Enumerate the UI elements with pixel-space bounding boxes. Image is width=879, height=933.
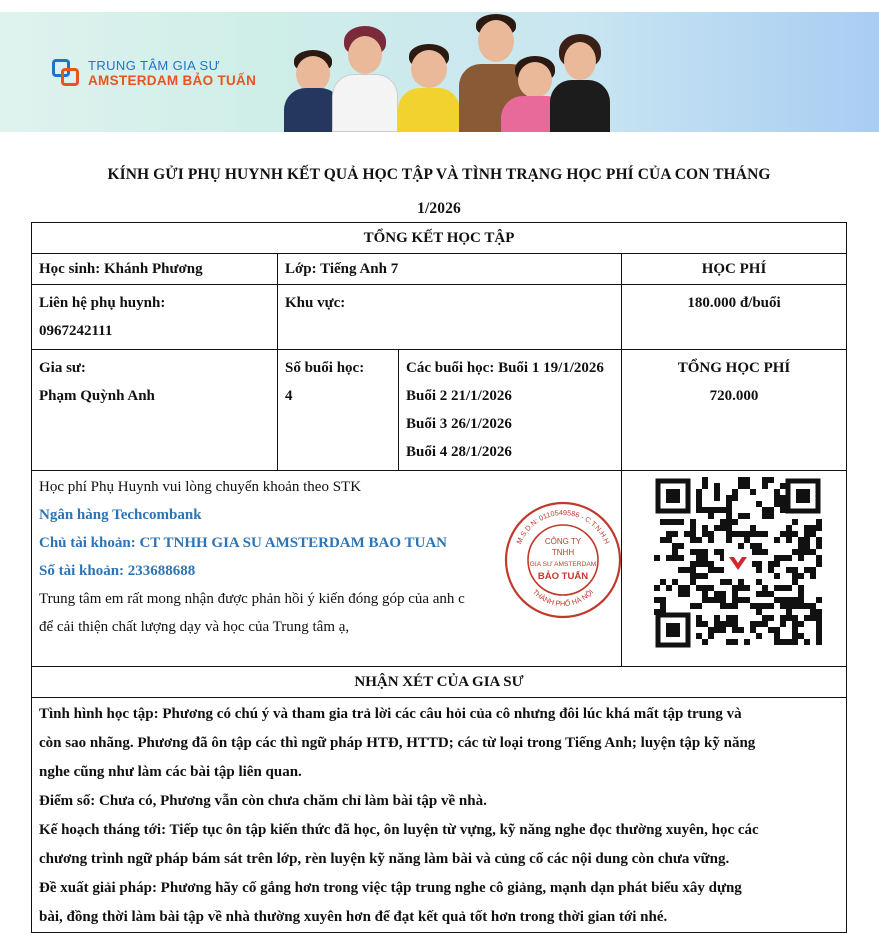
brand-logo [52,58,256,88]
session-date-4: Buổi 4 28/1/2026 [406,444,512,460]
session-date-3: Buổi 3 26/1/2026 [406,416,512,432]
session-date-1: Các buổi học: Buổi 1 19/1/2026 [406,360,604,376]
session-date-2: Buổi 2 21/1/2026 [406,388,512,404]
fee-per-session: 180.000 đ/buổi [621,285,846,349]
parent-contact-label: Liên hệ phụ huynh: [39,295,166,311]
stamp-line-3: GIA SƯ AMSTERDAM [529,561,597,568]
contact-row [32,284,846,349]
total-fee-value: 720.000 [709,388,759,404]
report-table [31,222,847,933]
payment-intro: Học phí Phụ Huynh vui lòng chuyển khoản theo STK [39,479,362,495]
stamp-line-2: TNHH [551,548,575,557]
review-paragraph: bài, đồng thời làm bài tập về nhà thường xuyên hơn để đạt kết quả tốt hơn trong thời gian tới nhé. [39,909,668,925]
student-row [32,253,846,284]
qr-cell [621,471,846,667]
tutor-info [32,350,277,470]
payment-row [32,470,846,666]
logo-line-1: TRUNG TÂM GIA SƯ [88,58,221,73]
class-name: Lớp: Tiếng Anh 7 [277,254,621,284]
summary-heading-row [32,223,846,253]
logo-line-2: AMSTERDAM BẢO TUẤN [88,73,257,88]
fee-heading: HỌC PHÍ [621,254,846,284]
review-row [32,697,846,932]
parent-phone: 0967242111 [39,323,113,339]
company-stamp [502,499,624,621]
student-name: Học sinh: Khánh Phương [39,261,203,277]
review-paragraph: chương trình ngữ pháp bám sát trên lớp, rèn luyện kỹ năng làm bài và củng cố các nội dung còn chưa vững. [39,851,730,867]
area-field: Khu vực: [277,285,621,349]
feedback-line-1: Trung tâm em rất mong nhận được phản hồi ý kiến đóng góp của anh c [39,591,465,607]
review-heading-row [32,666,846,697]
feedback-line-2: để cải thiện chất lượng dạy và học của Trung tâm ạ, [39,619,350,635]
stamp-line-1: CÔNG TY [544,537,582,546]
header-banner [0,12,879,132]
review-paragraph: Kế hoạch tháng tới: Tiếp tục ôn tập kiến thức đã học, ôn luyện từ vựng, kỹ năng nghe đọc thường xuyên, học các [39,822,759,838]
parent-contact [32,285,277,349]
logo-mark-icon [52,59,82,87]
review-paragraph: Đề xuất giải pháp: Phương hãy cố gắng hơn trong việc tập trung nghe cô giảng, mạnh dạn phát biểu xây dựng [39,880,742,896]
session-dates [398,350,621,470]
stamp-ring-text: M.S.D.N: 0110549586 - C.T.N.H.H [514,507,612,546]
payment-qr-code-icon[interactable] [654,477,822,649]
review-text [32,698,846,932]
tutor-label: Gia sư: [39,360,86,376]
review-paragraph: Điểm số: Chưa có, Phương vẫn còn chưa chăm chỉ làm bài tập về nhà. [39,793,487,809]
page-title [30,158,848,226]
title-line-2: 1/2026 [417,200,461,217]
stamp-bottom-text: THÀNH PHỐ HÀ NỘI [530,587,596,609]
title-line-1: KÍNH GỬI PHỤ HUYNH KẾT QUẢ HỌC TẬP VÀ TÌNH TRẠNG HỌC PHÍ CỦA CON THÁNG [107,166,771,183]
review-paragraph: còn sao nhãng. Phương đã ôn tập các thì ngữ pháp HTĐ, HTTD; các từ loại trong Tiếng Anh; luyện tập kỹ năng [39,735,756,751]
stamp-line-4: BẢO TUẤN [537,571,589,582]
sessions-row [32,349,846,470]
sessions-label: Số buổi học: [285,360,365,376]
tutor-name: Phạm Quỳnh Anh [39,388,155,404]
review-paragraph: nghe cũng như làm các bài tập liên quan. [39,764,302,780]
summary-heading: TỔNG KẾT HỌC TẬP [363,230,515,246]
total-fee-heading: TỔNG HỌC PHÍ [677,360,791,376]
review-paragraph: Tình hình học tập: Phương có chú ý và tham gia trả lời các câu hỏi của cô nhưng đôi lúc khá mất tập trung và [39,706,742,722]
sessions-count-cell [277,350,398,470]
review-heading: NHẬN XÉT CỦA GIA SƯ [354,674,524,690]
account-number: Số tài khoản: 233688688 [39,563,196,579]
sessions-count: 4 [285,388,293,404]
bank-name: Ngân hàng Techcombank [39,507,202,523]
total-fee [621,350,846,470]
account-holder: Chủ tài khoản: CT TNHH GIA SU AMSTERDAM BAO TUAN [39,535,448,551]
